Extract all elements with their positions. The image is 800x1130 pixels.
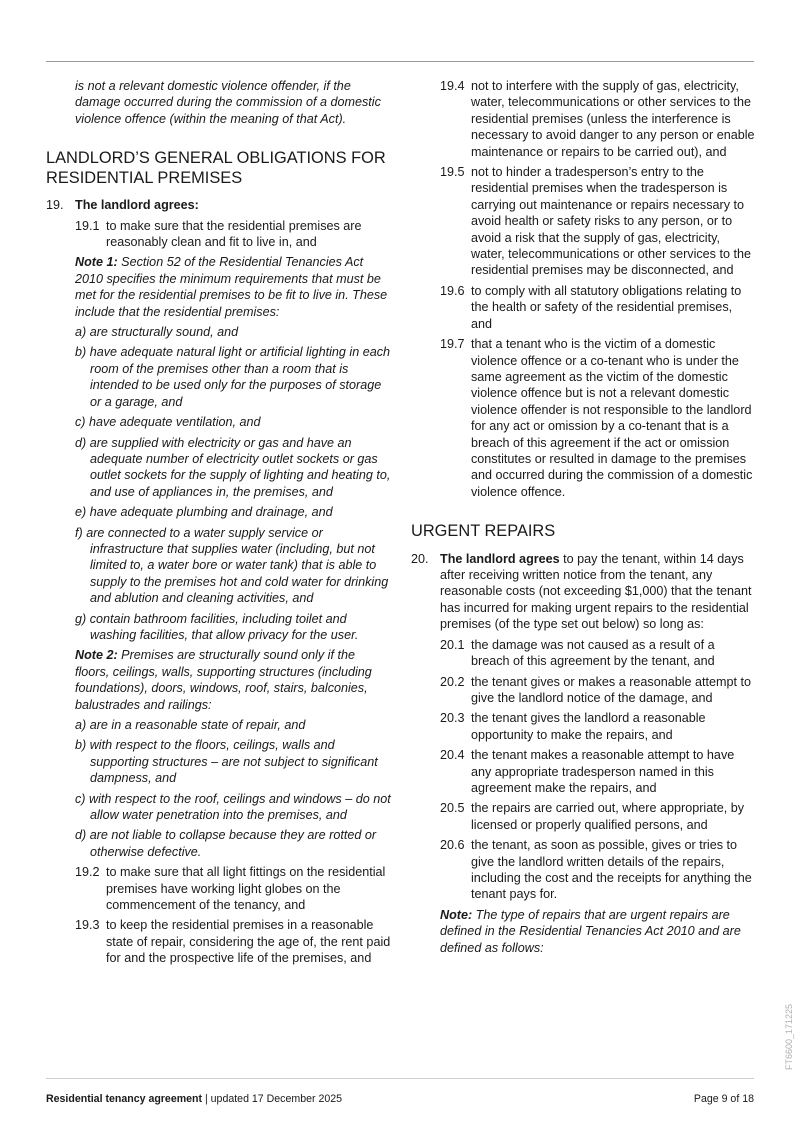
subclause-text: the damage was not caused as a result of a breach of this agreement by the tenant, and [471, 637, 715, 669]
header-rule [46, 61, 754, 62]
subclause-number: 19.2 [75, 865, 100, 880]
subclause-text: the tenant gives the landlord a reasonable opportunity to make the repairs, and [471, 711, 706, 742]
subclause-number: 19.4 [440, 79, 465, 93]
note1-item: a) are structurally sound, and [75, 325, 239, 340]
clause-19 [46, 197, 391, 213]
left-column [46, 78, 391, 971]
note1-item: b) have adequate natural light or artificial lighting in each room of the premises other than a room that is intended to be used only for the purposes of storage or a garage, and [75, 345, 391, 409]
note1-item: c) have adequate ventilation, and [75, 415, 261, 430]
subclause-text: the tenant gives or makes a reasonable attempt to give the landlord notice of the damage, and [471, 674, 752, 705]
note-label: Note 1: [75, 255, 118, 270]
clause-text: to pay the tenant, within 14 days after receiving written notice from the tenant, any reasonable costs (not exceeding $1,000) that the tenant has incurred for making urgent repairs to the residential premises (of the type set out below) so long as: [440, 551, 752, 632]
subclause-number: 19.1 [75, 218, 100, 233]
subclause-20-2 [440, 674, 756, 707]
note-1 [75, 254, 391, 320]
subclause-20-6 [440, 837, 756, 903]
section-heading-landlord-obligations: LANDLORD’S GENERAL OBLIGATIONS FOR RESIDENTIAL PREMISES [46, 149, 386, 187]
subclause-text: to comply with all statutory obligations relating to the health or safety of the residential premises, and [471, 283, 742, 331]
clause-lead: The landlord agrees [440, 551, 560, 566]
subclause-text: the repairs are carried out, where appropriate, by licensed or properly qualified persons, and [471, 801, 745, 832]
subclause-19-3 [75, 917, 391, 966]
continuation-text: is not a relevant domestic violence offender, if the damage occurred during the commission of a domestic violence offence (within the meaning of that Act). [75, 79, 381, 126]
clause-number: 20. [411, 551, 429, 566]
subclause-text: to make sure that the residential premises are reasonably clean and fit to live in, and [106, 218, 362, 250]
note2-item: c) with respect to the roof, ceilings and windows – do not allow water penetration into the premises, and [75, 791, 391, 823]
note1-item: g) contain bathroom facilities, including toilet and washing facilities, that allow privacy for the user. [75, 611, 359, 642]
subclause-text: not to hinder a tradesperson’s entry to the residential premises when the tradesperson is carrying out maintenance or repairs necessary to avoid health or safety risks to any person, or to avoid a risk that the supply of gas, electricity, water, telecommunications or other services to the residential premises may be disconnected, and [471, 165, 751, 278]
subclause-20-4 [440, 747, 756, 796]
subclause-number: 19.5 [440, 165, 465, 180]
subclause-19-1 [75, 218, 391, 251]
document-code: FT6600_171225 [784, 1003, 794, 1070]
footer-title [46, 1093, 342, 1105]
note-2 [75, 647, 391, 713]
urgent-repairs-note [440, 907, 756, 956]
subclause-number: 19.7 [440, 337, 465, 352]
section-heading-urgent-repairs: URGENT REPAIRS [411, 522, 556, 541]
right-column [411, 78, 756, 960]
note-text: Section 52 of the Residential Tenancies Act 2010 specifies the minimum requirements that must be met for the residential premises to be fit to live in. These include that the residential premises: [75, 255, 388, 319]
subclause-text: to make sure that all light fittings on the residential premises have working light globes on the commencement of the tenancy, and [106, 865, 386, 913]
subclause-number: 20.2 [440, 674, 465, 689]
subclause-19-7 [440, 336, 756, 500]
note-text: The type of repairs that are urgent repairs are defined in the Residential Tenancies Act 2010 and are defined as follows: [440, 907, 741, 955]
subclause-text: to keep the residential premises in a reasonable state of repair, considering the age of, the rent paid for and the prospective life of the premises, and [106, 918, 391, 966]
subclause-19-4 [440, 78, 756, 160]
note-label: Note 2: [75, 648, 118, 663]
subclause-number: 20.5 [440, 801, 465, 816]
subclause-19-5 [440, 164, 756, 279]
clause-lead: The landlord agrees: [75, 198, 199, 213]
subclause-number: 19.3 [75, 918, 100, 933]
subclause-number: 20.1 [440, 637, 465, 652]
clause-body [440, 551, 756, 633]
subclause-text: that a tenant who is the victim of a domestic violence offence or a co-tenant who is under the same agreement as the victim of the domestic violence offence but is not a relevant domestic violence offender is not responsible to the landlord for any act or omission by a co-tenant that is a breach of this agreement if the act or omission constitutes or resulted in damage to the premises and occurred during the commission of a domestic violence offence. [471, 337, 753, 499]
footer-rule [46, 1078, 754, 1079]
note1-item: f) are connected to a water supply service or infrastructure that supplies water (including, but not limited to, a water bore or water tank) that is able to supply to the premises hot and cold water for drinking and ablution and cleaning activities, and [75, 525, 389, 606]
subclause-number: 20.4 [440, 748, 465, 763]
page-number: Page 9 of 18 [693, 1093, 754, 1105]
subclause-20-1 [440, 637, 756, 670]
note1-item: d) are supplied with electricity or gas and have an adequate number of electricity outlet sockets or gas outlet sockets for the supply of lighting and heating to, and use of appliances in, the premises, and [75, 435, 391, 499]
subclause-19-6 [440, 283, 756, 332]
note-text: Premises are structurally sound only if the floors, ceilings, walls, supporting structures (including foundations), doors, windows, roof, stairs, balconies, balustrades and railings: [75, 648, 372, 712]
note2-item: a) are in a reasonable state of repair, and [75, 718, 306, 732]
note2-item: b) with respect to the floors, ceilings, walls and supporting structures – are not subject to significant dampness, and [75, 738, 378, 786]
note-label: Note: [440, 907, 473, 922]
clause-number: 19. [46, 198, 64, 213]
clause-20 [411, 551, 756, 633]
subclause-20-5 [440, 800, 756, 833]
subclause-text: the tenant, as soon as possible, gives or tries to give the landlord written details of the repairs, including the cost and the receipts for anything the tenant pays for. [471, 838, 752, 902]
subclause-number: 20.3 [440, 711, 465, 726]
footer-doc-title: Residential tenancy agreement [46, 1093, 203, 1105]
footer-updated: | updated 17 December 2025 [202, 1093, 343, 1105]
subclause-number: 19.6 [440, 283, 465, 298]
subclause-number: 20.6 [440, 838, 465, 853]
note2-item: d) are not liable to collapse because they are rotted or otherwise defective. [75, 828, 377, 859]
subclause-text: not to interfere with the supply of gas, electricity, water, telecommunications or other services to the residential premises (unless the interference is necessary to avoid danger to any person or enable maintenance or repairs to be carried out), and [471, 79, 755, 159]
subclause-text: the tenant makes a reasonable attempt to have any appropriate tradesperson named in this agreement make the repairs, and [471, 748, 735, 795]
note1-item: e) have adequate plumbing and drainage, and [75, 505, 333, 520]
subclause-20-3 [440, 710, 756, 743]
subclause-19-2 [75, 864, 391, 913]
